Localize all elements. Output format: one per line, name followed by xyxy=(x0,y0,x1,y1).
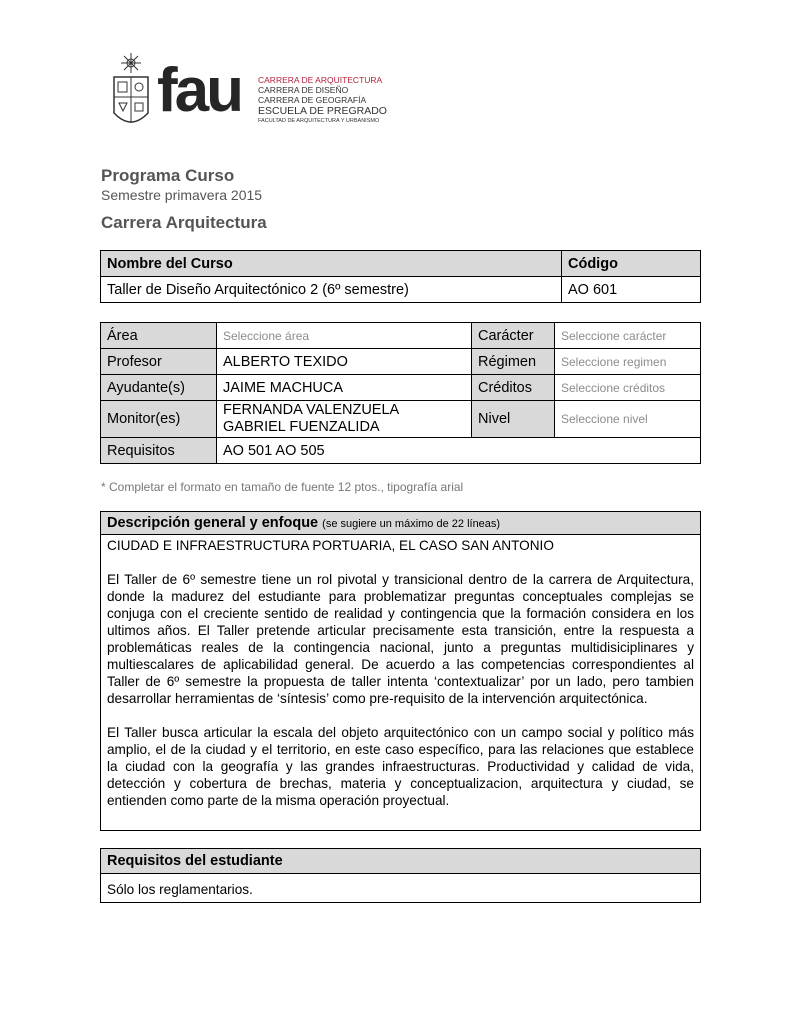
logo-line: CARRERA DE ARQUITECTURA xyxy=(258,75,383,85)
course-code: AO 601 xyxy=(562,277,701,303)
format-note: * Completar el formato en tamaño de fuente 12 ptos., tipografía arial xyxy=(101,480,464,494)
course-table xyxy=(100,250,701,303)
course-code-header: Código xyxy=(562,251,701,277)
requirements-section xyxy=(100,848,701,903)
logo-line: FACULTAD DE ARQUITECTURA Y URBANISMO xyxy=(258,118,380,124)
regimen-select[interactable]: Seleccione regimen xyxy=(555,349,701,375)
logo-text xyxy=(258,75,387,125)
course-details-table xyxy=(100,322,701,464)
nivel-label: Nivel xyxy=(472,401,555,438)
monitor-label: Monitor(es) xyxy=(101,401,217,438)
requirements-heading: Requisitos del estudiante xyxy=(101,849,700,874)
description-body[interactable] xyxy=(101,535,700,815)
ayudante-field[interactable]: JAIME MACHUCA xyxy=(217,375,472,401)
career-title: Carrera Arquitectura xyxy=(101,213,267,232)
creditos-label: Créditos xyxy=(472,375,555,401)
monitor-field[interactable] xyxy=(217,401,472,438)
caracter-label: Carácter xyxy=(472,323,555,349)
caracter-select[interactable]: Seleccione carácter xyxy=(555,323,701,349)
semester-label: Semestre primavera 2015 xyxy=(101,187,263,203)
description-title: CIUDAD E INFRAESTRUCTURA PORTUARIA, EL CASO SAN ANTONIO xyxy=(107,538,554,553)
faculty-logo xyxy=(111,51,401,131)
ayudante-label: Ayudante(s) xyxy=(101,375,217,401)
logo-line: CARRERA DE GEOGRAFÍA xyxy=(258,95,367,105)
description-paragraph: El Taller busca articular la escala del objeto arquitectónico con un campo social y político más amplio, el de la ciudad y el territorio, en este caso específico, para las relaciones que establece la ciudad con la geografía y las grandes infraestructuras. Productividad y calidad de vida, detección y cobertura de brechas, materia y conceptualizacion, arquitectura y ciudad, se entienden como parte de la misma operación proyectual. xyxy=(107,725,694,808)
monitor-name: GABRIEL FUENZALIDA xyxy=(223,419,380,435)
logo-line: CARRERA DE DISEÑO xyxy=(258,85,349,95)
profesor-label: Profesor xyxy=(101,349,217,375)
area-label: Área xyxy=(101,323,217,349)
logo-line: ESCUELA DE PREGRADO xyxy=(258,105,387,117)
page-title: Programa Curso xyxy=(101,166,235,185)
regimen-label: Régimen xyxy=(472,349,555,375)
nivel-select[interactable]: Seleccione nivel xyxy=(555,401,701,438)
course-name-header: Nombre del Curso xyxy=(101,251,562,277)
description-paragraph: El Taller de 6º semestre tiene un rol pivotal y transicional dentro de la carrera de Arquitectura, donde la madurez del estudiante para problematizar preguntas conceptuales complejas se conjuga con el creciente sentido de realidad y contingencia que la formación considera en los ultimos años. El Taller pretende articular precisamente esta transición, entre la respuesta a problemáticas reales de la contingencia nacional, junto a preguntas multidisiciplinares y multiescalares de aplicabilidad general. De acuerdo a las competencias correspondientes al Taller de 6º semestre la propuesta de taller intenta ‘contextualizar’ por un lado, pero tambien desarrollar herramientas de ‘síntesis’ como pre-requisito de la intervención arquitectónica. xyxy=(107,572,694,706)
brand-wordmark: fau xyxy=(157,56,241,125)
creditos-select[interactable]: Seleccione créditos xyxy=(555,375,701,401)
university-crest-icon xyxy=(111,51,151,131)
requisitos-field[interactable]: AO 501 AO 505 xyxy=(217,438,701,464)
profesor-field[interactable]: ALBERTO TEXIDO xyxy=(217,349,472,375)
monitor-name: FERNANDA VALENZUELA xyxy=(223,402,400,418)
description-header xyxy=(101,512,700,535)
area-select[interactable]: Seleccione área xyxy=(217,323,472,349)
course-name: Taller de Diseño Arquitectónico 2 (6º semestre) xyxy=(101,277,562,303)
description-heading: Descripción general y enfoque xyxy=(107,515,319,531)
requirements-text[interactable]: Sólo los reglamentarios. xyxy=(107,882,253,897)
requisitos-label: Requisitos xyxy=(101,438,217,464)
description-section xyxy=(100,511,701,831)
description-heading-note: (se sugiere un máximo de 22 líneas) xyxy=(322,518,501,530)
